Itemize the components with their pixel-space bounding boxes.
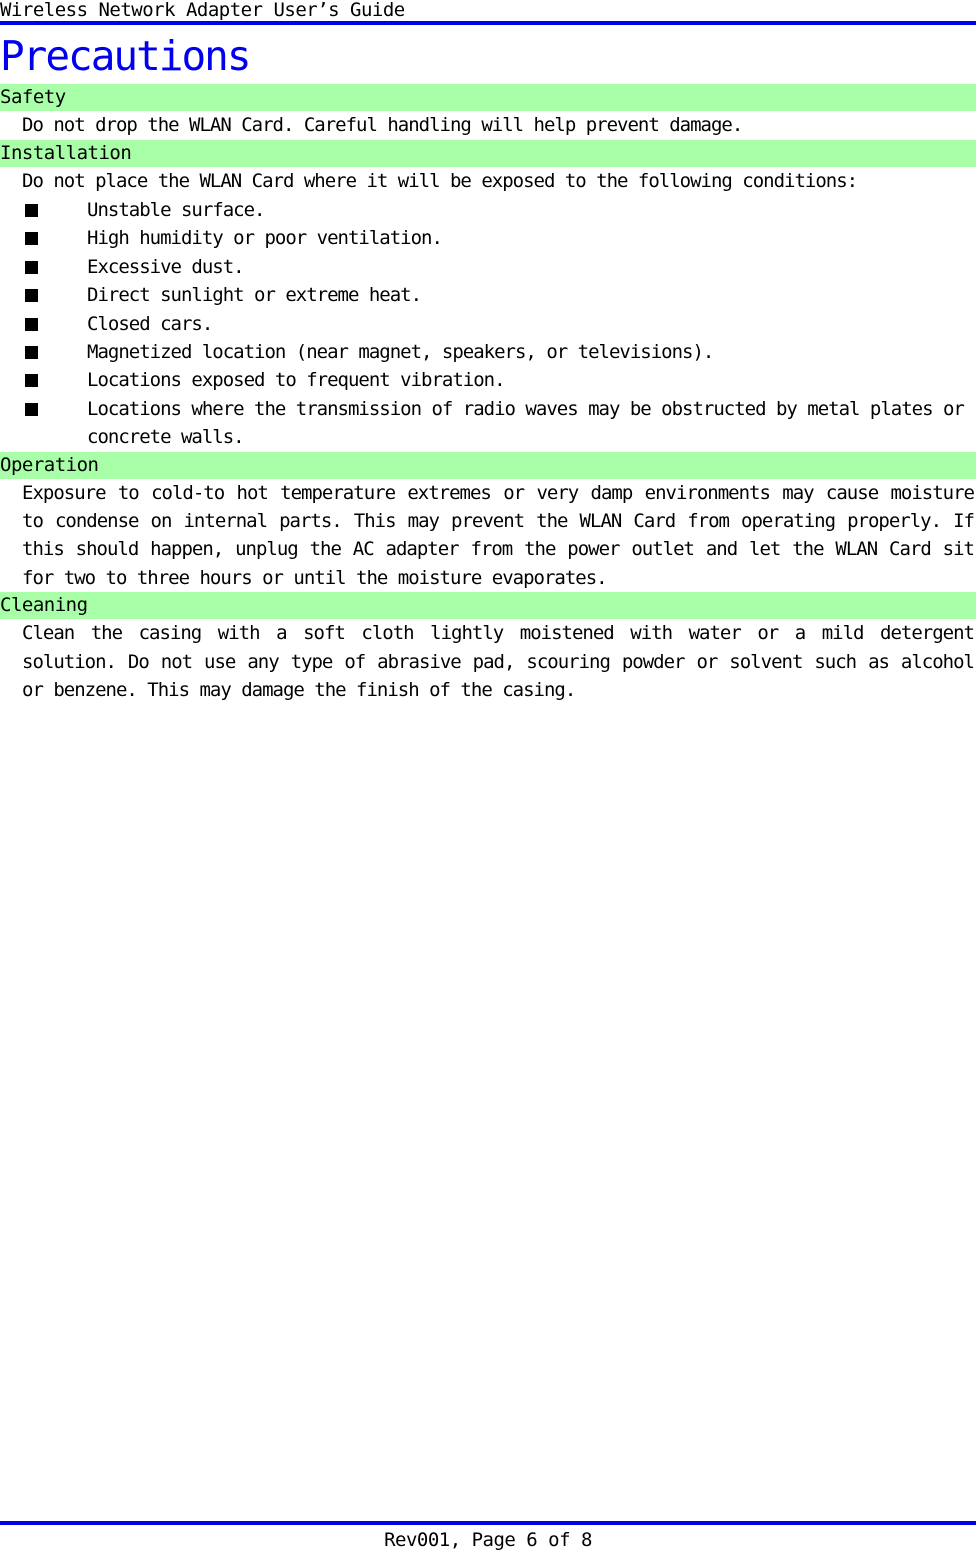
section-heading-cleaning: Cleaning: [0, 592, 976, 619]
list-item: [0, 395, 976, 452]
square-bullet-icon: [0, 281, 87, 309]
list-item: [0, 366, 976, 394]
list-item: [0, 253, 976, 281]
cleaning-paragraph: Clean the casing with a soft cloth lightly moistened with water or a mild detergent solution. Do not use any type of abrasive pad, scouring powder or solvent such as alcohol or benzene. This may damage the finish of the casing.: [22, 622, 974, 702]
footer-divider: [0, 1521, 976, 1525]
list-item: [0, 196, 976, 224]
safety-paragraph: Do not drop the WLAN Card. Careful handling will help prevent damage.: [22, 114, 743, 136]
list-item: [0, 224, 976, 252]
section-operation: [0, 452, 976, 593]
section-safety: [0, 84, 976, 140]
list-item-text: Locations exposed to frequent vibration.: [87, 369, 505, 392]
square-bullet-icon: [0, 253, 87, 281]
list-item-text: Locations where the transmission of radio waves may be obstructed by metal plates or concrete walls.: [87, 397, 964, 449]
square-bullet-icon: [0, 338, 87, 366]
list-item: [0, 281, 976, 309]
square-bullet-icon: [0, 366, 87, 394]
square-bullet-icon: [0, 196, 87, 224]
page-number-footer: Rev001, Page 6 of 8: [384, 1529, 592, 1551]
list-item: [0, 310, 976, 338]
list-item-text: Closed cars.: [87, 312, 213, 335]
header-divider: [0, 21, 976, 25]
document-header-title: Wireless Network Adapter User’s Guide: [0, 0, 405, 21]
square-bullet-icon: [0, 395, 87, 452]
page-title: Precautions: [0, 32, 250, 80]
section-heading-safety: Safety: [0, 84, 976, 111]
list-item-text: High humidity or poor ventilation.: [87, 227, 442, 250]
operation-paragraph: Exposure to cold-to hot temperature extremes or very damp environments may cause moisture to condense on internal parts. This may prevent the WLAN Card from operating properly. If this should happen, unplug the AC adapter from the power outlet and let the WLAN Card sit for two to three hours or until the moisture evaporates.: [22, 481, 974, 589]
list-item: [0, 338, 976, 366]
list-item-text: Unstable surface.: [87, 199, 265, 221]
section-heading-operation: Operation: [0, 452, 976, 479]
list-item-text: Magnetized location (near magnet, speakers, or televisions).: [87, 341, 714, 364]
square-bullet-icon: [0, 224, 87, 252]
installation-paragraph: Do not place the WLAN Card where it will be exposed to the following conditions:: [22, 170, 858, 192]
section-cleaning: [0, 592, 976, 704]
list-item-text: Excessive dust.: [87, 255, 244, 278]
square-bullet-icon: [0, 310, 87, 338]
section-installation: [0, 140, 976, 452]
installation-conditions-list: [0, 196, 976, 452]
section-heading-installation: Installation: [0, 140, 976, 167]
document-body: [0, 84, 976, 705]
list-item-text: Direct sunlight or extreme heat.: [87, 284, 422, 307]
